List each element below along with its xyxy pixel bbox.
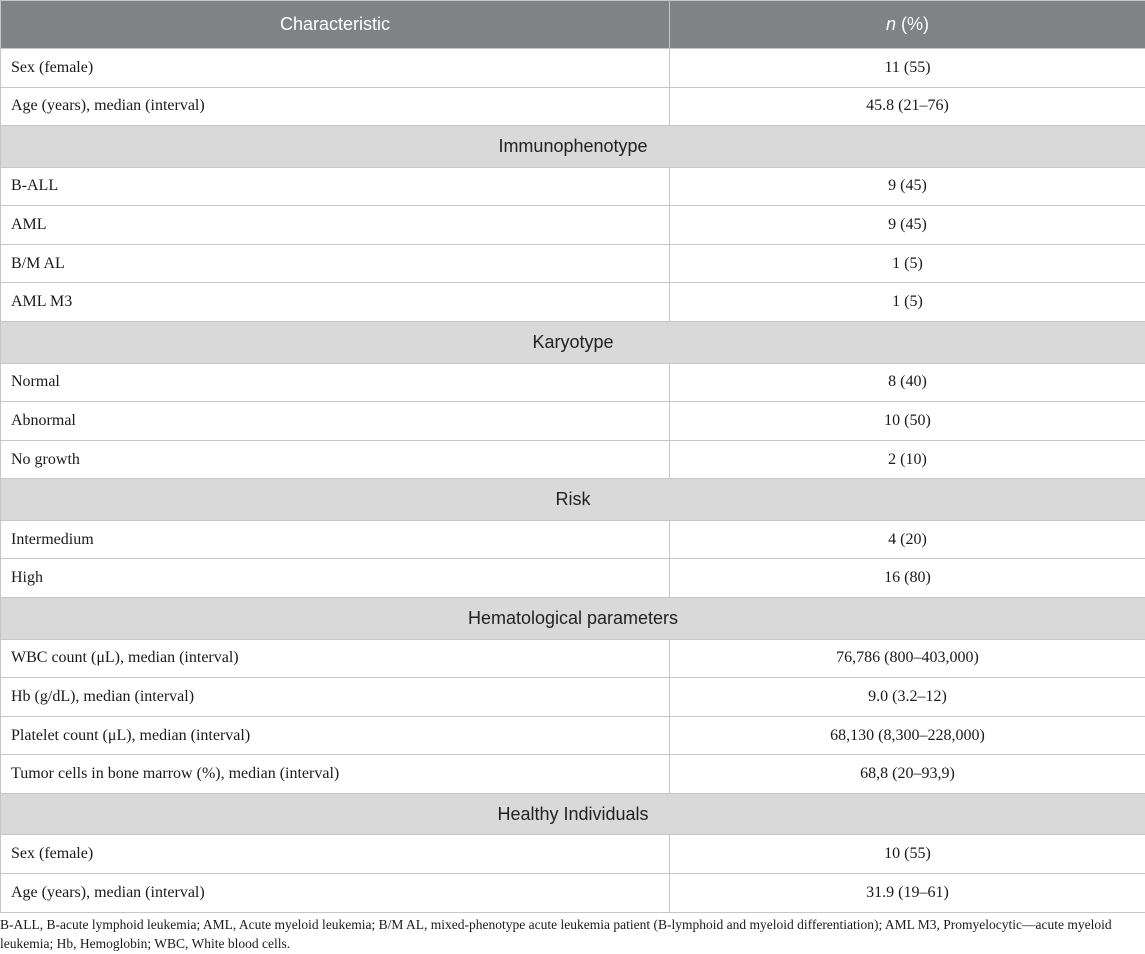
row-label: AML xyxy=(1,206,670,245)
row-label: Hb (g/dL), median (interval) xyxy=(1,678,670,717)
header-characteristic: Characteristic xyxy=(1,1,670,49)
table-row xyxy=(1,520,1145,559)
table-header-row xyxy=(1,1,1145,49)
row-value: 8 (40) xyxy=(670,363,1145,402)
section-title: Healthy Individuals xyxy=(1,793,1145,835)
table-row xyxy=(1,678,1145,717)
row-label: Age (years), median (interval) xyxy=(1,87,670,126)
row-label: Sex (female) xyxy=(1,49,670,88)
table-row xyxy=(1,167,1145,206)
table-row xyxy=(1,244,1145,283)
row-value: 10 (55) xyxy=(670,835,1145,874)
row-label: Intermedium xyxy=(1,520,670,559)
row-value: 45.8 (21–76) xyxy=(670,87,1145,126)
row-label: Sex (female) xyxy=(1,835,670,874)
table-row xyxy=(1,402,1145,441)
row-label: WBC count (μL), median (interval) xyxy=(1,639,670,678)
row-value: 2 (10) xyxy=(670,440,1145,479)
row-value: 4 (20) xyxy=(670,520,1145,559)
table-row xyxy=(1,206,1145,245)
section-header-immunophenotype xyxy=(1,126,1145,168)
table-row xyxy=(1,49,1145,88)
section-header-karyotype xyxy=(1,322,1145,364)
section-title: Karyotype xyxy=(1,322,1145,364)
header-pct: (%) xyxy=(896,14,929,34)
section-title: Risk xyxy=(1,479,1145,521)
row-value: 9.0 (3.2–12) xyxy=(670,678,1145,717)
table-row xyxy=(1,559,1145,598)
header-n: n xyxy=(885,14,896,34)
row-value: 9 (45) xyxy=(670,167,1145,206)
section-title: Hematological parameters xyxy=(1,598,1145,640)
section-header-healthy xyxy=(1,793,1145,835)
row-label: B/M AL xyxy=(1,244,670,283)
row-value: 76,786 (800–403,000) xyxy=(670,639,1145,678)
row-value: 31.9 (19–61) xyxy=(670,874,1145,913)
row-label: No growth xyxy=(1,440,670,479)
row-value: 68,8 (20–93,9) xyxy=(670,755,1145,794)
row-value: 1 (5) xyxy=(670,244,1145,283)
table-row xyxy=(1,440,1145,479)
row-label: AML M3 xyxy=(1,283,670,322)
table-row xyxy=(1,755,1145,794)
table-footnote: B-ALL, B-acute lymphoid leukemia; AML, Acute myeloid leukemia; B/M AL, mixed-phenotype acute leukemia patient (B-lymphoid and myeloid differentiation); AML M3, Promyelocytic—acute myeloid leukemia; Hb, Hemoglobin; WBC, White blood cells. xyxy=(0,917,1112,951)
row-label: Normal xyxy=(1,363,670,402)
header-n-percent xyxy=(670,1,1145,49)
row-value: 9 (45) xyxy=(670,206,1145,245)
table-row xyxy=(1,87,1145,126)
row-value: 1 (5) xyxy=(670,283,1145,322)
row-label: Abnormal xyxy=(1,402,670,441)
row-label: High xyxy=(1,559,670,598)
row-label: Age (years), median (interval) xyxy=(1,874,670,913)
row-value: 16 (80) xyxy=(670,559,1145,598)
table-row xyxy=(1,639,1145,678)
section-header-risk xyxy=(1,479,1145,521)
section-title: Immunophenotype xyxy=(1,126,1145,168)
row-label: Platelet count (μL), median (interval) xyxy=(1,716,670,755)
table-row xyxy=(1,363,1145,402)
row-value: 10 (50) xyxy=(670,402,1145,441)
table-row xyxy=(1,874,1145,913)
table-row xyxy=(1,835,1145,874)
row-value: 11 (55) xyxy=(670,49,1145,88)
section-header-hematological xyxy=(1,598,1145,640)
row-label: Tumor cells in bone marrow (%), median (interval) xyxy=(1,755,670,794)
row-label: B-ALL xyxy=(1,167,670,206)
row-value: 68,130 (8,300–228,000) xyxy=(670,716,1145,755)
table-row xyxy=(1,716,1145,755)
table-row xyxy=(1,283,1145,322)
